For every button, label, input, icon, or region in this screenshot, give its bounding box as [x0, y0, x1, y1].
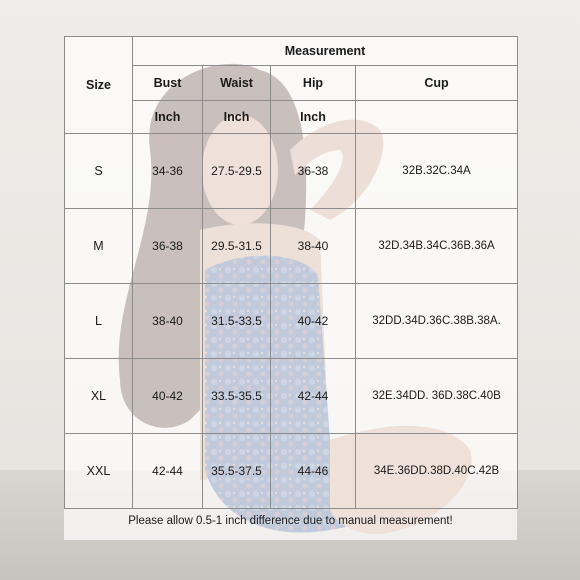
bust-header: Bust [133, 66, 203, 101]
header-row-units [65, 101, 518, 134]
measurement-header: Measurement [133, 37, 518, 66]
header-row-measurement [65, 37, 518, 66]
hip-cell: 40-42 [271, 284, 356, 359]
waist-unit: Inch [203, 101, 271, 134]
cup-cell: 32B.32C.34A [356, 134, 518, 209]
hip-unit: Inch [271, 101, 356, 134]
cup-cell: 32E.34DD. 36D.38C.40B [356, 359, 518, 434]
hip-header: Hip [271, 66, 356, 101]
bust-cell: 34-36 [133, 134, 203, 209]
cup-cell: 32D.34B.34C.36B.36A [356, 209, 518, 284]
size-cell: M [65, 209, 133, 284]
cup-header: Cup [356, 66, 518, 101]
measurement-note: Please allow 0.5-1 inch difference due to manual measurement! [128, 515, 453, 527]
table-row [65, 284, 518, 359]
size-header: Size [65, 37, 133, 134]
waist-cell: 27.5-29.5 [203, 134, 271, 209]
waist-cell: 35.5-37.5 [203, 434, 271, 509]
waist-header: Waist [203, 66, 271, 101]
cup-cell: 34E.36DD.38D.40C.42B [356, 434, 518, 509]
cup-unit [356, 101, 518, 134]
size-cell: L [65, 284, 133, 359]
table-row [65, 359, 518, 434]
hip-cell: 38-40 [271, 209, 356, 284]
table-row [65, 434, 518, 509]
size-cell: S [65, 134, 133, 209]
waist-cell: 33.5-35.5 [203, 359, 271, 434]
size-cell: XL [65, 359, 133, 434]
table-row [65, 134, 518, 209]
bust-cell: 38-40 [133, 284, 203, 359]
hip-cell: 42-44 [271, 359, 356, 434]
bust-cell: 42-44 [133, 434, 203, 509]
table-row [65, 209, 518, 284]
bust-unit: Inch [133, 101, 203, 134]
hip-cell: 36-38 [271, 134, 356, 209]
size-cell: XXL [65, 434, 133, 509]
bust-cell: 40-42 [133, 359, 203, 434]
hip-cell: 44-46 [271, 434, 356, 509]
waist-cell: 31.5-33.5 [203, 284, 271, 359]
header-row-columns [65, 66, 518, 101]
cup-cell: 32DD.34D.36C.38B.38A. [356, 284, 518, 359]
waist-cell: 29.5-31.5 [203, 209, 271, 284]
size-table [64, 36, 518, 509]
bust-cell: 36-38 [133, 209, 203, 284]
